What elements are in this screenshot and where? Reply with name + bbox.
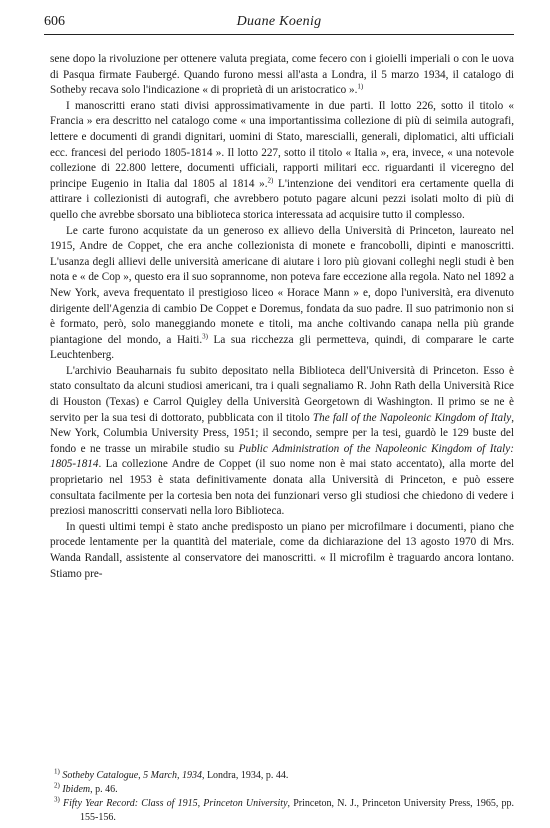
- footnote: [50, 797, 514, 825]
- note-reference: 2): [267, 176, 274, 185]
- text-run: , Princeton, N. J., Princeton University Press, 1965, pp. 155-156.: [80, 798, 515, 823]
- note-reference: 3): [202, 331, 208, 340]
- text-run: sene dopo la rivoluzione per ottenere valuta pregiata, come fecero con i gioielli imperiali o con le uova di Pasqua firmate Faubergé. Quando furono messi all'asta a Londra, il 5 marzo 1934, il catalogo di Sotheby recava solo l'indicazione « di proprietà di un aristocratico ».: [50, 53, 514, 97]
- paragraph: [50, 99, 514, 224]
- text-run: , New York, Columbia University Press, 1951; il secondo, sempre per la tesi, guardò le 129 buste del fondo e ne trasse un mirabile studio su: [50, 411, 514, 455]
- text-run: , p. 46.: [90, 784, 118, 795]
- text-run: L'intenzione dei venditori era certamente quella di attirare i collezionisti di autografi, che avrebbero potuto pagare alcuni pezzi isolati molto di più di quello che avrebbe sborsato una biblioteca storica interessata ad acquisire tutto il complesso.: [50, 177, 514, 221]
- italic-title: Fifty Year Record: Class of 1915, Princeton University: [59, 798, 288, 809]
- text-run: , Londra, 1934, p. 44.: [201, 770, 289, 781]
- paragraph: [50, 224, 514, 364]
- footnote: [50, 783, 514, 797]
- note-reference: 2): [54, 781, 60, 790]
- italic-title: Ibidem: [59, 784, 91, 795]
- text-run: In questi ultimi tempi è stato anche predisposto un piano per microfilmare i documenti, piano che procede lentamente per la quantità del materiale, come da dichiarazione del 13 agosto 1970 di Mrs. Wanda Randall, assistente al conservatore dei manoscritti. « Il microfilm è traguardo ancora lontano. Stiamo pre-: [50, 520, 514, 580]
- italic-title: Public Administration of the Napoleonic Kingdom of Italy: 1805-1814: [50, 442, 514, 471]
- paragraph: [50, 520, 514, 582]
- body-text: [50, 52, 514, 582]
- page-number: 606: [44, 14, 65, 29]
- text-run: La sua ricchezza gli permetteva, quindi, di comparare le carte Leuchtenberg.: [50, 333, 514, 362]
- note-reference: 1): [357, 82, 364, 91]
- footnotes: [50, 769, 514, 825]
- text-run: L'archivio Beauharnais fu subito depositato nella Biblioteca dell'Università di Princeton. Esso è stato consultato da alcuni studiosi americani, tra i quali segnaliamo R. John Rath della Università Rice di Houston (Texas) e Carrol Quigley della Università Georgetown di Washington. Il primo se ne è servito per la sua tesi di dottorato, pubblicata con il titolo: [50, 364, 514, 424]
- note-reference: 1): [54, 767, 60, 776]
- note-reference: 3): [54, 795, 60, 804]
- paragraph: [50, 52, 514, 99]
- text-run: Le carte furono acquistate da un generoso ex allievo della Università di Princeton, laureato nel 1915, Andre de Coppet, che era anche collezionista di monete e francobolli, dipinti e manoscritti. L'usanza degli allievi delle università americane di aiutare i loro più giovani colleghi negli studi è ben nota e « de Cop », questo era il suo soprannome, non poteva fare eccezione alla regola. Nato nel 1892 a New York, aveva frequentato il prestigioso liceo « Horace Mann » e, dopo l'università, era divenuto dirigente dell'Agenzia di cambio De Coppet e Doremus, fondata da suo padre. Il suo patrimonio non si è formato, però, solo maneggiando monete e titoli, ma anche coltivando canapa nella più grande piantagione del mondo, a Haiti.: [50, 224, 514, 346]
- italic-title: The fall of the Napoleonic Kingdom of Italy: [312, 411, 512, 424]
- italic-title: Sotheby Catalogue, 5 March, 1934: [59, 770, 202, 781]
- paragraph: [50, 364, 514, 520]
- text-run: . La collezione Andre de Coppet (il suo nome non è mai stato accentato), alla morte del proprietario nel 1953 è stata definitivamente donata alla Università di Princeton, e può essere consultata facilmente per la cortesia ben nota dei funzionari verso gli studiosi che chiedono di vedere i preziosi manoscritti conservati nella loro Biblioteca.: [50, 458, 514, 518]
- running-head: Duane Koenig: [236, 14, 322, 29]
- footnote: [50, 769, 514, 783]
- page-header: [44, 12, 514, 35]
- text-run: I manoscritti erano stati divisi approssimativamente in due parti. Il lotto 226, sotto il titolo « Francia » era descritto nel catalogo come « una importantissima collezione di più di seimila autografi, lettere e documenti di grandi dignitari, uomini di Stato, marescialli, generali, diplomatici, alti ufficiali ecc. francesi del periodo 1805-1814 ». Il lotto 227, sotto il titolo « Italia », era, invece, « una notevole collezione di 22.800 lettere, documenti ufficiali, rapporti militari ecc. riguardanti il viceregno del principe Eugenio in Italia dal 1805 al 1814 ».: [50, 99, 514, 190]
